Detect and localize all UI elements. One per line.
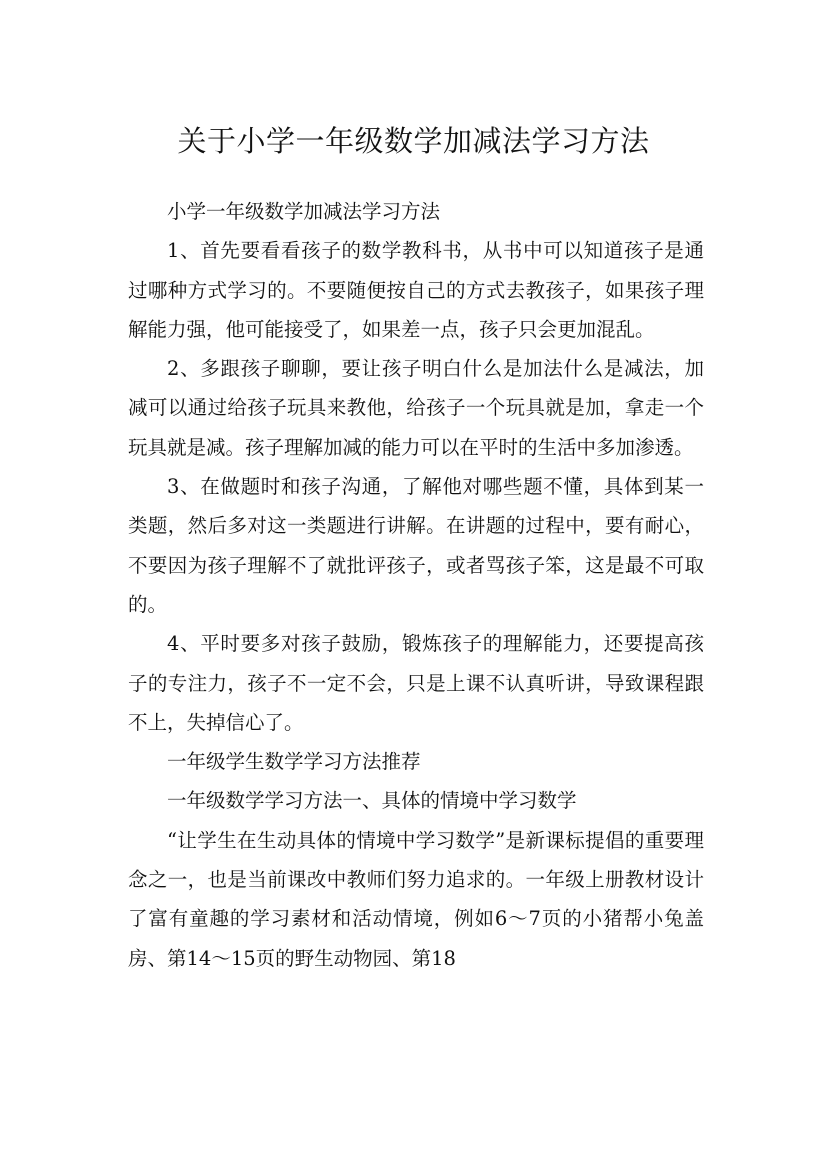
paragraph-5: “让学生在生动具体的情境中学习数学”是新课标提倡的重要理念之一，也是当前课改中教师们努力追求的。一年级上册教材设计了富有童趣的学习素材和活动情境，例如6～7页的小猪帮小兔盖房、第14～15页的野生动物园、第18 [128,828,704,970]
paragraph-4: 4、平时要多对孩子鼓励，锻炼孩子的理解能力，还要提高孩子的专注力，孩子不一定不会，只是上课不认真听讲，导致课程跟不上，失掉信心了。 [128,632,704,734]
method-heading: 一年级数学学习方法一、具体的情境中学习数学 [167,789,577,813]
document-body [128,192,704,978]
section-heading: 一年级学生数学学习方法推荐 [167,750,421,774]
intro-heading: 小学一年级数学加减法学习方法 [167,200,441,223]
paragraph-2: 2、多跟孩子聊聊，要让孩子明白什么是加法什么是减法，加减可以通过给孩子玩具来教他，给孩子一个玩具就是加，拿走一个玩具就是减。孩子理解加减的能力可以在平时的生活中多加渗透。 [128,357,704,459]
document-title: 关于小学一年级数学加减法学习方法 [177,124,650,159]
paragraph-3: 3、在做题时和孩子沟通，了解他对哪些题不懂，具体到某一类题，然后多对这一类题进行讲解。在讲题的过程中，要有耐心，不要因为孩子理解不了就批评孩子，或者骂孩子笨，这是最不可取的。 [128,475,704,616]
paragraph-1: 1、首先要看看孩子的数学教科书，从书中可以知道孩子是通过哪种方式学习的。不要随便按自己的方式去教孩子，如果孩子理解能力强，他可能接受了，如果差一点，孩子只会更加混乱。 [128,239,704,341]
